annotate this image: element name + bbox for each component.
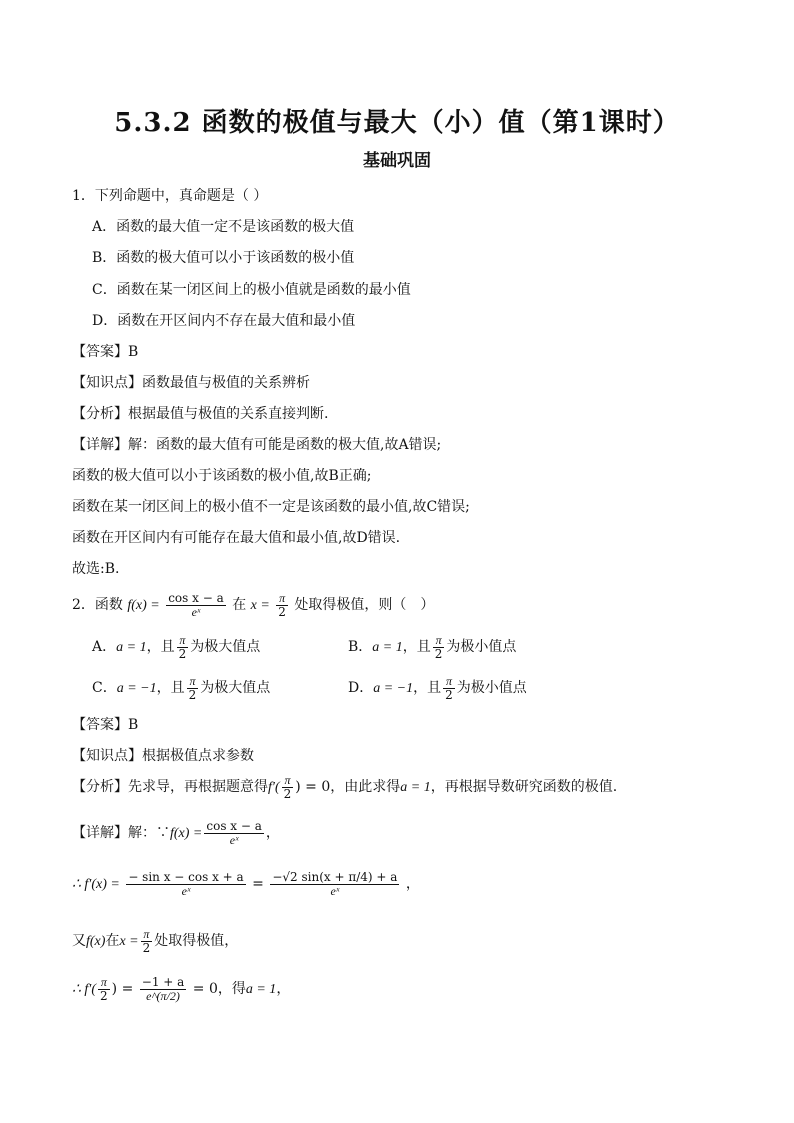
q1-option-d: D．函数在开区间内不存在最大值和最小值 bbox=[92, 313, 356, 329]
q1-detail-1: 【详解】解：函数的最大值有可能是函数的极大值,故A错误; bbox=[72, 437, 442, 453]
q1-stem: 1．下列命题中，真命题是（ ） bbox=[72, 188, 268, 204]
q1-knowledge: 【知识点】函数最值与极值的关系辨析 bbox=[72, 375, 310, 391]
q2-detail-2: ∴ f′(x) = $\frac{\text{− sin x − cos x + a}}{\text{eˣ}}$ = $\frac{-√2 \sin(x + \pi/4) + a}{\text{eˣ}}$ ， bbox=[72, 869, 420, 898]
q2-function-fraction: $\frac{\text{cos x − a}}{\text{eˣ}}$ bbox=[168, 590, 224, 619]
q1-analysis: 【分析】根据最值与极值的关系直接判断. bbox=[72, 406, 329, 422]
q2-answer: 【答案】B bbox=[72, 717, 139, 733]
q1-option-a: A．函数的最大值一定不是该函数的极大值 bbox=[92, 219, 355, 235]
q2-knowledge: 【知识点】根据极值点求参数 bbox=[72, 748, 254, 764]
q2-option-a: A．a = 1，且 $\frac{\pi}{2}$ 为极大值点 bbox=[92, 632, 261, 661]
q2-detail-3: 又f(x)在x = $\frac{\pi}{2}$ 处取得极值， bbox=[72, 926, 239, 955]
q2-stem: 2．函数 f(x) = $\frac{\text{cos x − a}}{\text{eˣ}}$ 在 x = $\frac{\pi}{2}$ 处取得极值，则（ ） bbox=[72, 590, 435, 619]
q2-option-c: C．a = −1，且 $\frac{\pi}{2}$ 为极大值点 bbox=[92, 673, 271, 702]
page-title: 5.3.2 函数的极值与最大（小）值（第1课时） bbox=[114, 108, 680, 138]
q2-detail-4: ∴ f′( $\frac{\pi}{2}$ ) = $\frac{-1 + a}{e\^{}(\pi/2)}$ = 0，得a = 1， bbox=[72, 974, 291, 1003]
q2-stem-prefix: 2．函数 bbox=[72, 597, 123, 613]
q2-option-b: B．a = 1，且 $\frac{\pi}{2}$ 为极小值点 bbox=[348, 632, 517, 661]
q1-option-b: B．函数的极大值可以小于该函数的极小值 bbox=[92, 250, 355, 266]
q2-function-lhs: f(x) = bbox=[127, 598, 160, 613]
q1-detail-3: 函数在某一闭区间上的极小值不一定是该函数的最小值,故C错误; bbox=[72, 499, 470, 515]
q2-detail-1: 【详解】解：∵f(x) = $\frac{\text{cos x − a}}{\text{eˣ}}$ ， bbox=[72, 818, 280, 847]
section-subtitle: 基础巩固 bbox=[363, 151, 431, 171]
q2-option-d: D．a = −1，且 $\frac{\pi}{2}$ 为极小值点 bbox=[348, 673, 527, 702]
q1-detail-4: 函数在开区间内有可能存在最大值和最小值,故D错误. bbox=[72, 530, 401, 546]
q1-option-c: C．函数在某一闭区间上的极小值就是函数的最小值 bbox=[92, 282, 411, 298]
q2-analysis: 【分析】先求导，再根据题意得f′( $\frac{\pi}{2}$ ) = 0，由此求得a = 1，再根据导数研究函数的极值. bbox=[72, 772, 618, 801]
q1-detail-2: 函数的极大值可以小于该函数的极小值,故B正确; bbox=[72, 468, 372, 484]
q1-answer: 【答案】B bbox=[72, 344, 139, 360]
q1-conclusion: 故选:B. bbox=[72, 561, 120, 577]
